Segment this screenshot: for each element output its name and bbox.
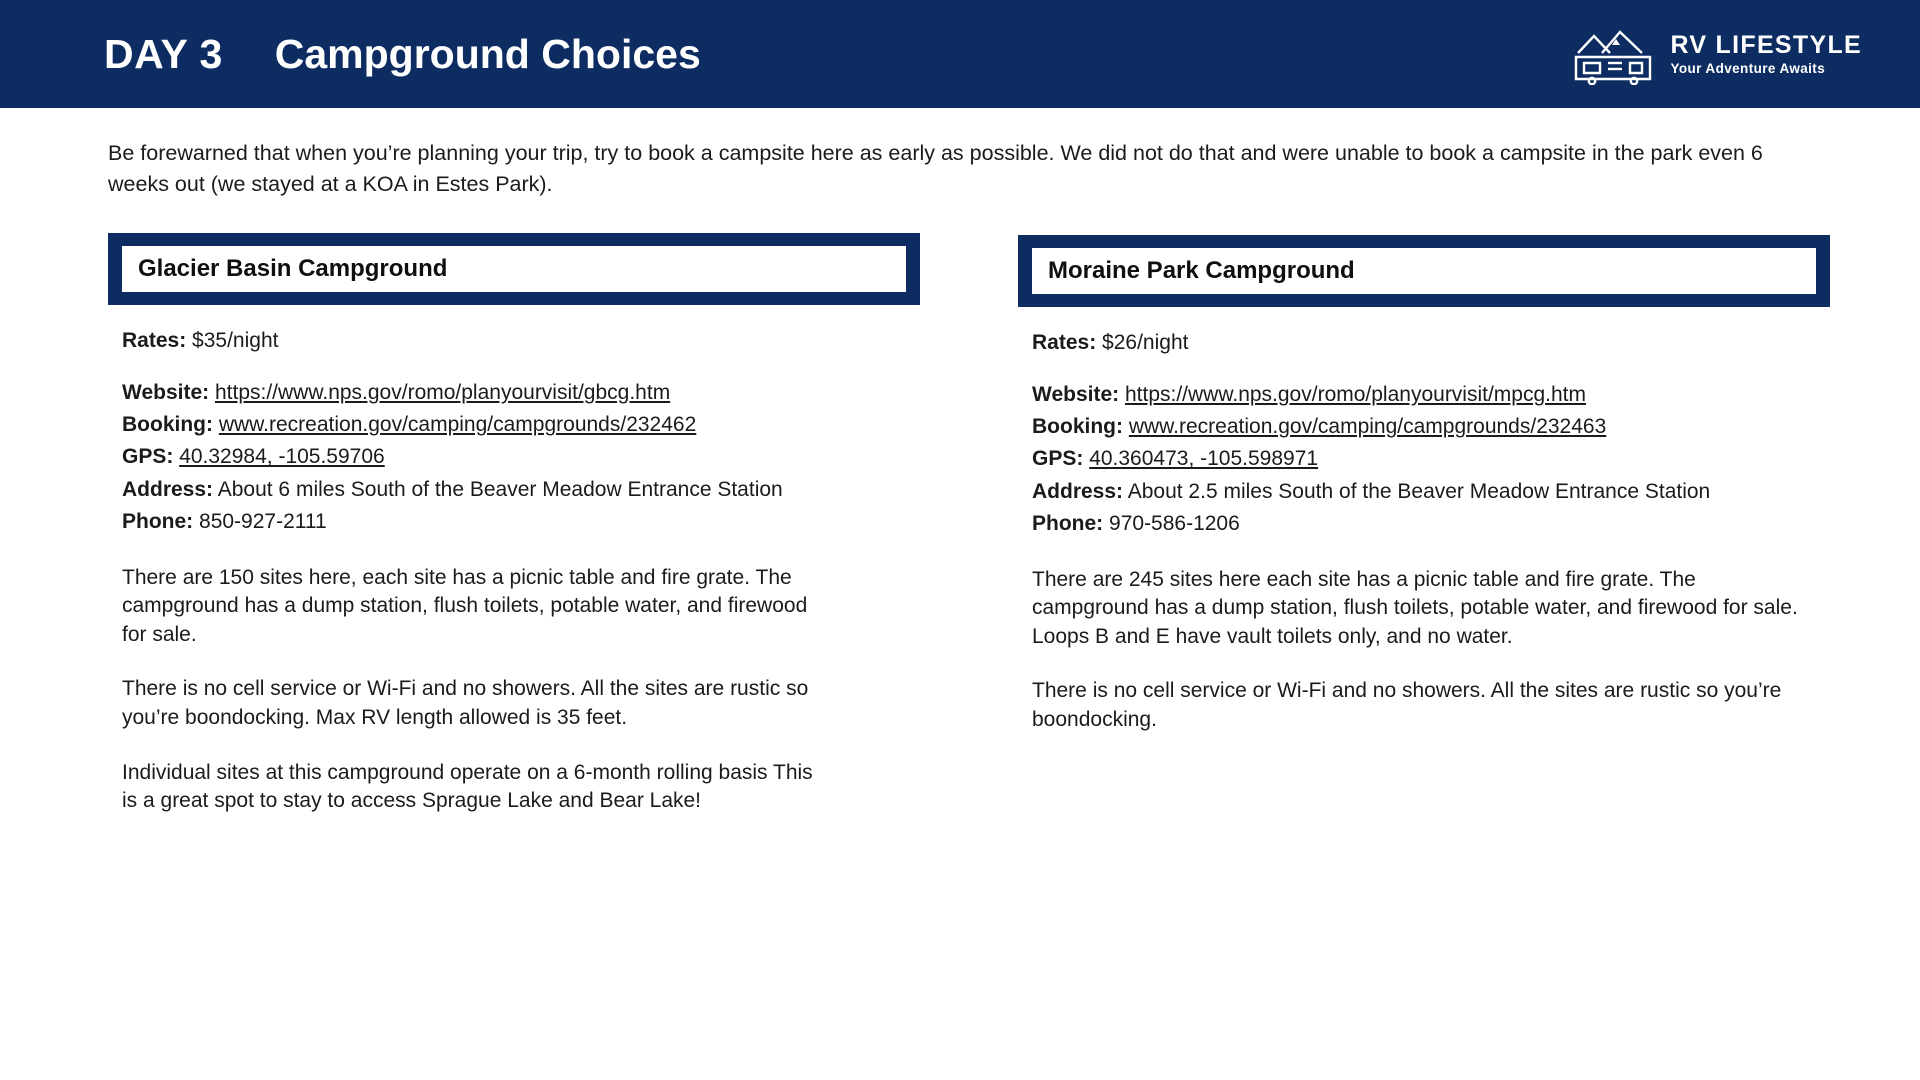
campground-title: Glacier Basin Campground [122, 246, 906, 292]
campground-card-glacier-basin [108, 233, 920, 837]
address-value: About 2.5 miles South of the Beaver Meadow Entrance Station [1127, 479, 1711, 503]
phone-value: 850-927-2111 [199, 509, 327, 533]
website-label: Website: [122, 381, 210, 405]
rates-label: Rates: [122, 329, 187, 353]
rv-camper-icon [1572, 23, 1654, 85]
day-label: DAY 3 [104, 30, 223, 77]
booking-line [122, 409, 906, 441]
description-paragraph: There are 245 sites here each site has a picnic table and fire grate. The campground has a dump station, flush toilets, potable water, and firewood for sale. Loops B and E have vault toilets only, and no water. [1032, 567, 1798, 648]
description-paragraph: There are 150 sites here, each site has a picnic table and fire grate. The campground has a dump station, flush toilets, potable water, and firewood for sale. [122, 565, 808, 646]
phone-label: Phone: [1032, 511, 1104, 535]
details-block [1032, 379, 1816, 540]
address-line [122, 474, 906, 506]
description-paragraph: Individual sites at this campground operate on a 6-month rolling basis This is a great spot to stay to access Sprague Lake and Bear Lake! [122, 760, 813, 813]
address-label: Address: [1032, 479, 1124, 503]
gps-line [1032, 443, 1816, 475]
campground-columns [0, 233, 1920, 837]
campground-card-moraine-park [1018, 235, 1830, 837]
details-block [122, 377, 906, 538]
intro-paragraph: Be forewarned that when you’re planning your trip, try to book a campsite here as early as possible. We did not do that and were unable to book a campsite in the park even 6 weeks out (we stayed at a KOA in Estes Park). [108, 141, 1763, 196]
page-title: Campground Choices [274, 30, 701, 77]
card-body [1018, 329, 1830, 734]
website-line [122, 377, 906, 409]
description-paragraph: There is no cell service or Wi-Fi and no showers. All the sites are rustic so you’re boondocking. Max RV length allowed is 35 feet. [122, 677, 809, 729]
booking-link[interactable]: www.recreation.gov/camping/campgrounds/232462 [218, 413, 697, 437]
address-label: Address: [122, 477, 214, 501]
booking-link[interactable]: www.recreation.gov/camping/campgrounds/232463 [1128, 415, 1607, 439]
gps-label: GPS: [1032, 447, 1084, 471]
card-header [108, 233, 920, 305]
gps-link[interactable]: 40.32984, -105.59706 [179, 445, 385, 469]
brand-text [1670, 32, 1862, 76]
phone-line [1032, 508, 1816, 540]
campground-title: Moraine Park Campground [1032, 248, 1816, 294]
phone-line [122, 506, 906, 538]
phone-value: 970-586-1206 [1109, 511, 1240, 535]
rates-label: Rates: [1032, 331, 1097, 355]
booking-label: Booking: [1032, 415, 1123, 439]
gps-label: GPS: [122, 445, 174, 469]
header-title-group [104, 31, 701, 78]
brand-tagline: Your Adventure Awaits [1670, 61, 1826, 77]
website-line [1032, 379, 1816, 411]
booking-label: Booking: [122, 413, 213, 437]
website-link[interactable]: https://www.nps.gov/romo/planyourvisit/gbcg.htm [214, 381, 671, 405]
address-value: About 6 miles South of the Beaver Meadow Entrance Station [217, 477, 783, 501]
rates-value: $26/night [1102, 331, 1189, 355]
rates-value: $35/night [192, 329, 279, 353]
address-line [1032, 476, 1816, 508]
rates-line [1032, 329, 1816, 357]
description-paragraph: There is no cell service or Wi-Fi and no showers. All the sites are rustic so you’re boondocking. [1032, 679, 1782, 731]
gps-line [122, 441, 906, 473]
website-label: Website: [1032, 383, 1120, 407]
card-body [108, 327, 920, 816]
phone-label: Phone: [122, 509, 194, 533]
gps-link[interactable]: 40.360473, -105.598971 [1089, 447, 1319, 471]
brand-logo [1572, 23, 1862, 85]
booking-line [1032, 411, 1816, 443]
rates-line [122, 327, 906, 355]
website-link[interactable]: https://www.nps.gov/romo/planyourvisit/mpcg.htm [1124, 383, 1586, 407]
card-header [1018, 235, 1830, 307]
page-header [0, 0, 1920, 108]
brand-name: RV LIFESTYLE [1670, 30, 1862, 59]
